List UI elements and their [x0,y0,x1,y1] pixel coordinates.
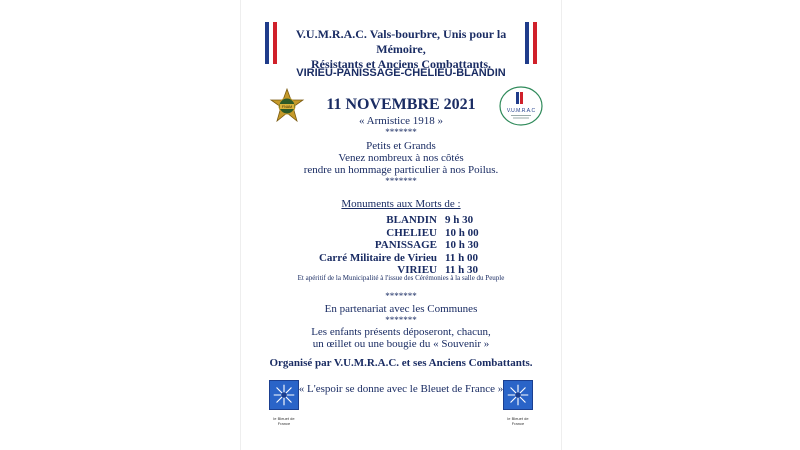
schedule-time: 10 h 30 [445,239,479,251]
banner-text [275,27,527,72]
separator-stars-1: ******* [385,127,417,137]
schedule-place: BLANDIN [386,214,437,226]
schedule-place: Carré Militaire de Virieu [318,251,437,264]
bleuet-logo-right [503,380,533,426]
separator-stars-4: ******* [385,315,417,325]
invite-line-3: rendre un hommage particulier à nos Poilus. [303,164,499,176]
children-line-2: un œillet ou une bougie du « Souvenir » [312,338,490,350]
schedule-place: VIRIEU [397,264,437,276]
schedule-row [281,239,521,252]
schedule-row [281,227,521,240]
flyer-page [240,0,562,450]
motto-text: « L'espoir se donne avec le Bleuet de France » [298,383,504,395]
title-banner [265,22,537,71]
schedule-row [281,252,521,265]
schedule-place: PANISSAGE [374,239,437,251]
monuments-title: Monuments aux Morts de : [341,198,461,210]
schedule-time: 10 h 00 [445,226,479,239]
schedule-time: 11 h 00 [445,251,479,264]
invite-line-1: Petits et Grands [366,140,436,152]
partnership-text: En partenariat avec les Communes [324,303,478,315]
armistice-text: « Armistice 1918 » [358,115,444,127]
badge-label: FNAM [281,105,293,109]
organised-by: Organisé par V.U.M.R.A.C. et ses Anciens Combattants. [269,357,533,369]
aperitif-note: Et apéritif de la Municipalité à l'issue des Cérémonies à la salle du Peuple [297,274,505,282]
bleuet-flower-icon [503,380,533,410]
separator-stars-2: ******* [385,176,417,186]
flag-red-stripe-right [533,22,537,64]
separator-stars-3: ******* [385,291,417,301]
children-line-1: Les enfants présents déposeront, chacun, [311,326,491,338]
bleuet-caption: le Bleuet de France [507,416,529,426]
logo-label: V.U.M.R.A.C [506,108,536,114]
event-date: 11 NOVEMBRE 2021 [326,96,476,113]
invite-line-2: Venez nombreux à nos côtés [338,152,464,164]
towns-heading: VIRIEU-PANISSAGE-CHELIEU-BLANDIN [296,67,506,79]
schedule-row [281,214,521,227]
ceremony-schedule [281,214,521,277]
schedule-time: 11 h 30 [445,264,479,276]
schedule-place: CHELIEU [386,226,437,239]
banner-line-1: V.U.M.R.A.C. Vals-bourbre, Unis pour la Mémoire, [295,27,507,56]
bleuet-caption: le Bleuet de France [273,416,295,426]
banner-line-2: Résistants et Anciens Combattants. [311,57,491,71]
schedule-time: 9 h 30 [445,214,474,226]
